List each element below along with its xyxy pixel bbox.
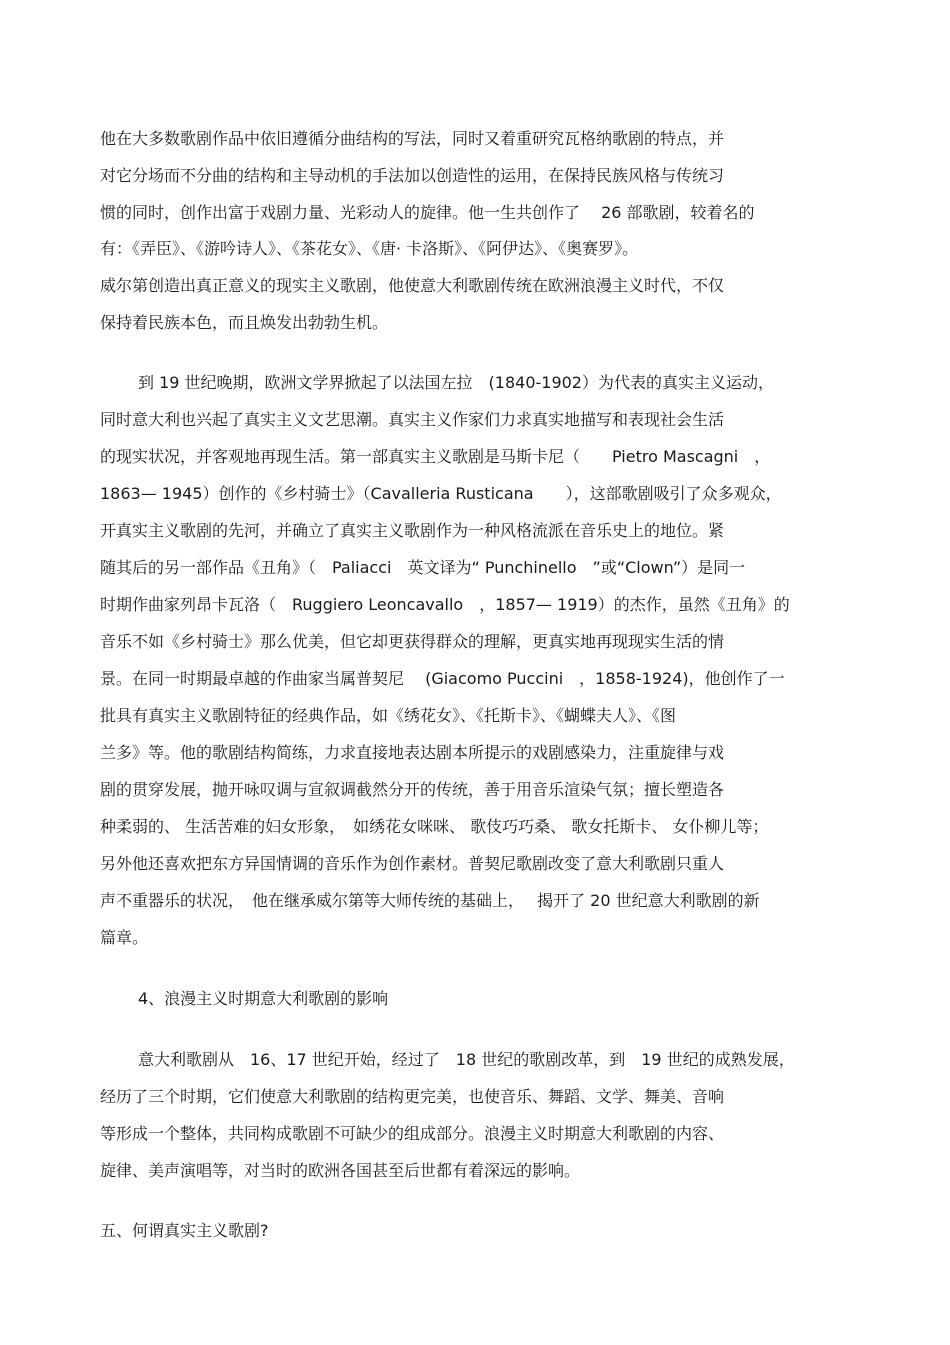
text-line: 景。在同一时期最卓越的作曲家当属普契尼 (Giacomo Puccini ，1858-1924)，他创作了一 [100,669,785,688]
text-line: 同时意大利也兴起了真实主义文艺思潮。真实主义作家们力求真实地描写和表现社会生活 [100,410,725,429]
section-heading: 4、浪漫主义时期意大利歌剧的影响 [138,989,389,1008]
text-line: 兰多》等。他的歌剧结构简练，力求直接地表达剧本所提示的戏剧感染力，注重旋律与戏 [100,743,725,762]
text-line: 有：《弄臣》、《游吟诗人》、《茶花女》、《唐· 卡洛斯》、《阿伊达》、《奥赛罗》。 [100,239,639,258]
text-line: 他在大多数歌剧作品中依旧遵循分曲结构的写法，同时又着重研究瓦格纳歌剧的特点，并 [100,129,725,148]
text-line: 音乐不如《乡村骑士》那么优美，但它却更获得群众的理解，更真实地再现现实生活的情 [100,632,725,651]
text-line: 时期作曲家列昂卡瓦洛（ Ruggiero Leoncavallo ，1857— 1919）的杰作，虽然《丑角》的 [100,595,790,614]
text-line: 对它分场而不分曲的结构和主导动机的手法加以创造性的运用，在保持民族风格与传统习 [100,166,725,185]
text-line: 篇章。 [100,928,149,947]
section-heading: 五、何谓真实主义歌剧? [100,1221,269,1240]
text-line: 声不重器乐的状况， 他在继承威尔第等大师传统的基础上， 揭开了 20 世纪意大利歌剧的新 [100,891,760,910]
text-line: 的现实状况，并客观地再现生活。第一部真实主义歌剧是马斯卡尼（ Pietro Mascagni ， [100,447,771,466]
text-line: 威尔第创造出真正意义的现实主义歌剧，他使意大利歌剧传统在欧洲浪漫主义时代，不仅 [100,276,725,295]
text-line: 批具有真实主义歌剧特征的经典作品，如《绣花女》、《托斯卡》、《蝴蝶夫人》、《图 [100,706,677,725]
text-line: 剧的贯穿发展，抛开咏叹调与宣叙调截然分开的传统，善于用音乐渲染气氛；擅长塑造各 [100,780,725,799]
text-line: 经历了三个时期，它们使意大利歌剧的结构更完美，也使音乐、舞蹈、文学、舞美、音响 [100,1087,725,1106]
text-line: 开真实主义歌剧的先河，并确立了真实主义歌剧作为一种风格流派在音乐史上的地位。紧 [100,521,725,540]
text-line: 旋律、美声演唱等，对当时的欧洲各国甚至后世都有着深远的影响。 [100,1161,581,1180]
text-line: 1863— 1945）创作的《乡村骑士》（Cavalleria Rusticana ），这部歌剧吸引了众多观众， [100,484,782,503]
text-line: 保持着民族本色，而且焕发出勃勃生机。 [100,313,389,332]
text-line: 到 19 世纪晚期，欧洲文学界掀起了以法国左拉 (1840-1902）为代表的真实主义运动， [138,373,774,392]
text-line: 随其后的另一部作品《丑角》（ Paliacci 英文译为“ Punchinello ”或“Clown”）是同一 [100,558,746,577]
text-line: 另外他还喜欢把东方异国情调的音乐作为创作素材。普契尼歌剧改变了意大利歌剧只重人 [100,854,725,873]
text-line: 等形成一个整体，共同构成歌剧不可缺少的组成部分。浪漫主义时期意大利歌剧的内容、 [100,1124,725,1143]
text-line: 种柔弱的、 生活苦难的妇女形象， 如绣花女咪咪、 歌伎巧巧桑、 歌女托斯卡、 女仆柳儿等； [100,817,769,836]
text-line: 惯的同时，创作出富于戏剧力量、光彩动人的旋律。他一生共创作了 26 部歌剧，较着名的 [100,203,755,222]
text-line: 意大利歌剧从 16、17 世纪开始，经过了 18 世纪的歌剧改革，到 19 世纪的成熟发展， [138,1050,795,1069]
